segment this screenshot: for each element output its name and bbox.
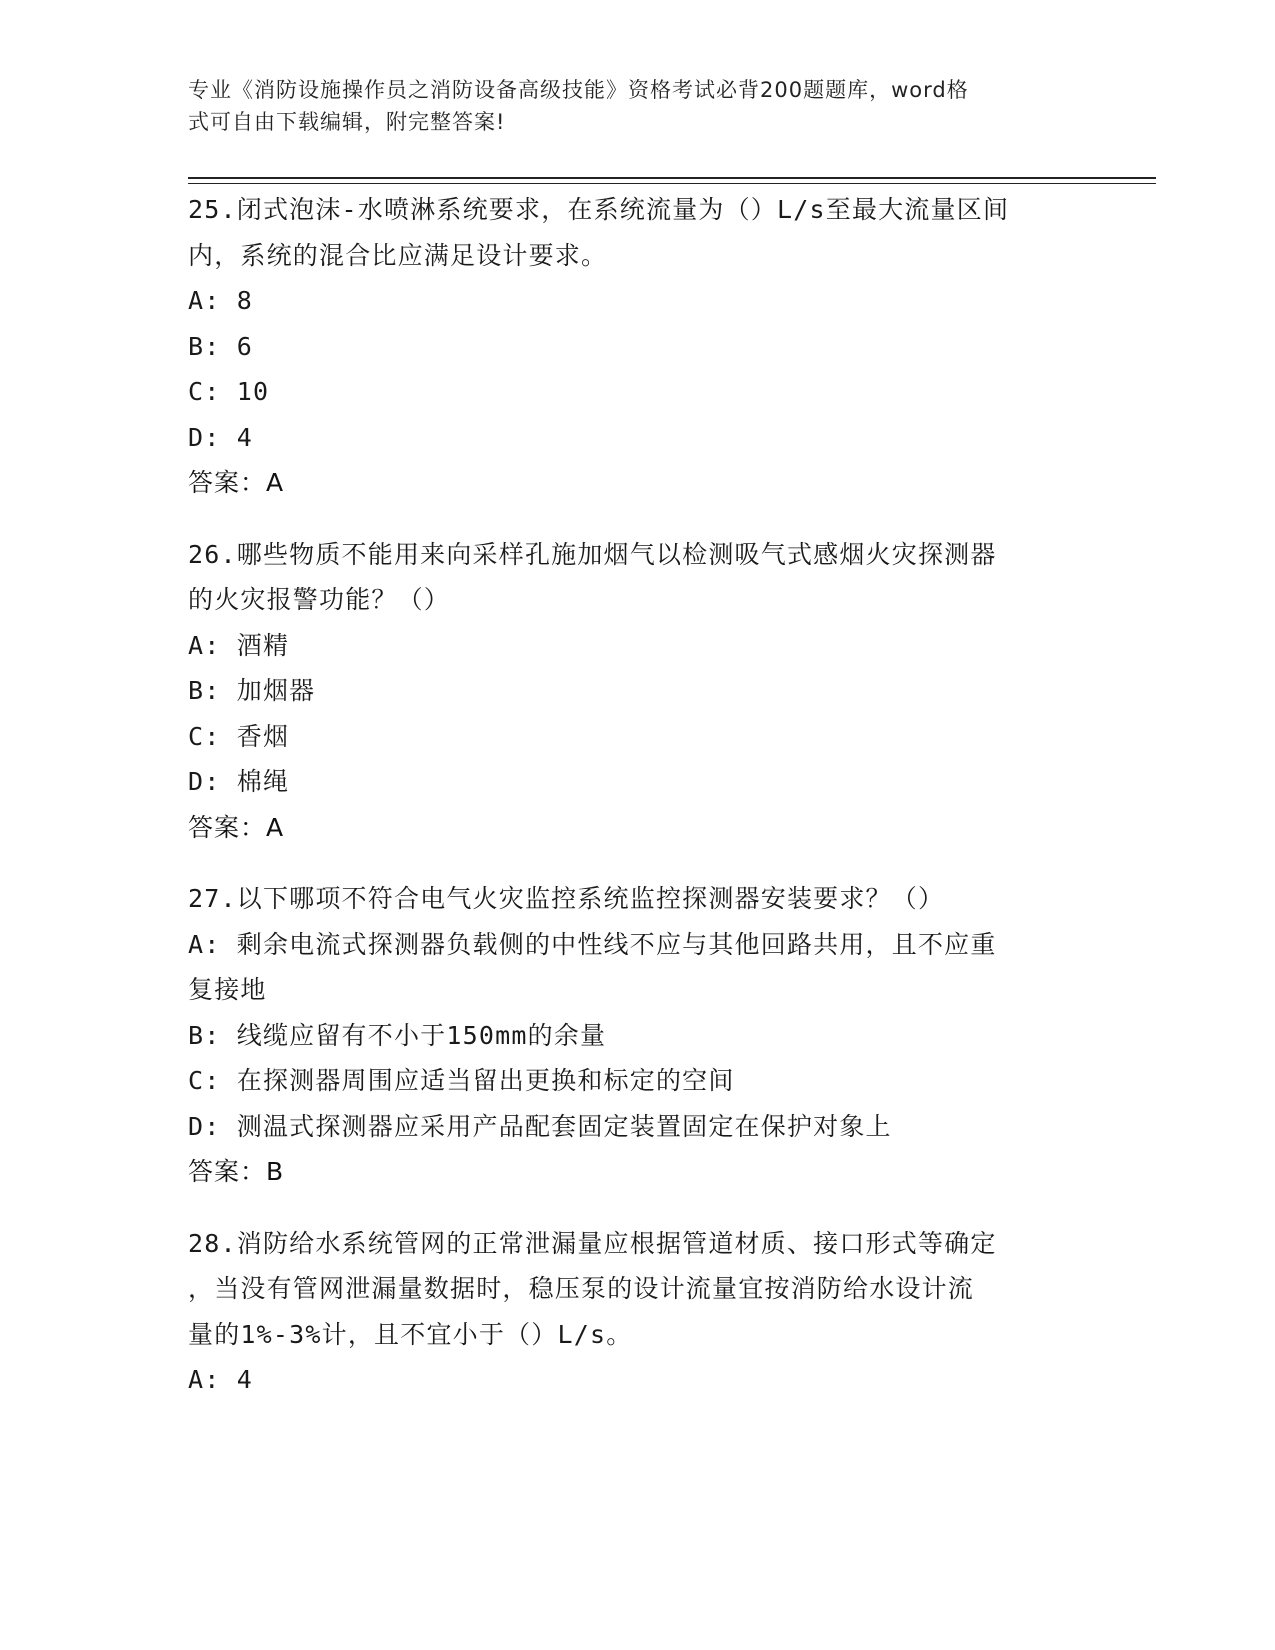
header-line-2: 式可自由下载编辑，附完整答案! bbox=[188, 110, 506, 134]
option-d: D: 测温式探测器应采用产品配套固定装置固定在保护对象上 bbox=[188, 1111, 892, 1141]
option-c: C: 10 bbox=[188, 377, 270, 406]
question-stem-line: ，当没有管网泄漏量数据时，稳压泵的设计流量宜按消防给水设计流 bbox=[188, 1274, 975, 1303]
question-27 bbox=[188, 876, 1088, 1195]
header-line-1: 专业《消防设施操作员之消防设备高级技能》资格考试必背200题题库，word格 bbox=[188, 78, 969, 102]
option-c: C: 在探测器周围应适当留出更换和标定的空间 bbox=[188, 1066, 735, 1095]
option-a: A: 酒精 bbox=[188, 630, 290, 660]
header-divider-thin bbox=[188, 183, 1156, 184]
option-b: B: 线缆应留有不小于150mm的余量 bbox=[188, 1020, 607, 1050]
question-stem-line: 内，系统的混合比应满足设计要求。 bbox=[188, 240, 608, 270]
document-header bbox=[188, 74, 1068, 138]
header-divider-thick bbox=[188, 177, 1156, 179]
option-a: A: 4 bbox=[188, 1365, 254, 1394]
option-a: A: 剩余电流式探测器负载侧的中性线不应与其他回路共用，且不应重 bbox=[188, 929, 997, 959]
answer-line: 答案：A bbox=[188, 468, 285, 497]
answer-line: 答案：A bbox=[188, 812, 285, 842]
option-c: C: 香烟 bbox=[188, 721, 290, 751]
answer-line: 答案：B bbox=[188, 1157, 285, 1186]
option-a: A: 8 bbox=[188, 286, 254, 315]
option-a-continued: 复接地 bbox=[188, 975, 267, 1004]
question-stem-line: 25.闭式泡沫-水喷淋系统要求，在系统流量为（）L/s至最大流量区间 bbox=[188, 195, 1010, 224]
question-stem-line: 量的1%-3%计，且不宜小于（）L/s。 bbox=[188, 1319, 633, 1349]
question-list bbox=[188, 187, 1088, 1429]
option-d: D: 4 bbox=[188, 422, 254, 452]
question-stem-line: 27.以下哪项不符合电气火灾监控系统监控探测器安装要求？（） bbox=[188, 884, 945, 913]
question-26 bbox=[188, 532, 1088, 851]
option-b: B: 加烟器 bbox=[188, 676, 316, 705]
question-stem-line: 26.哪些物质不能用来向采样孔施加烟气以检测吸气式感烟火灾探测器 bbox=[188, 539, 997, 569]
option-b: B: 6 bbox=[188, 331, 254, 361]
question-28 bbox=[188, 1221, 1088, 1403]
option-d: D: 棉绳 bbox=[188, 767, 290, 796]
question-stem-line: 的火灾报警功能？（） bbox=[188, 585, 451, 614]
question-25 bbox=[188, 187, 1088, 506]
question-stem-line: 28.消防给水系统管网的正常泄漏量应根据管道材质、接口形式等确定 bbox=[188, 1228, 997, 1258]
